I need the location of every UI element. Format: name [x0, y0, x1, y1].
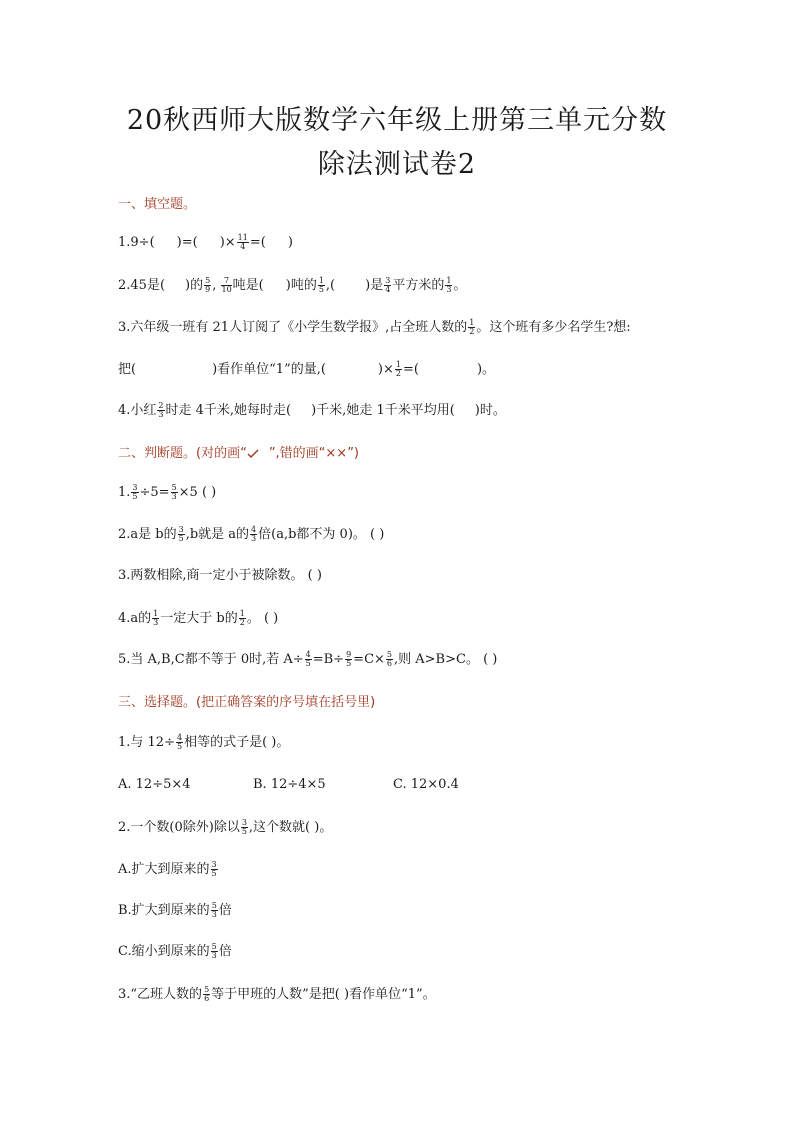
fraction: $\frac{7}{10}$ — [221, 276, 232, 294]
judge-question-2: 2.a是 b的 $\frac{3}{5}$ ,b就是 a的 $\frac{4}{3}$ 倍(a,b都不为 0)。 ( ) — [118, 525, 385, 543]
checkmark-icon — [247, 449, 259, 459]
fraction: $\frac{2}{3}$ — [158, 401, 164, 419]
page-title-line1: 20秋西师大版数学六年级上册第三单元分数 — [126, 105, 668, 136]
fraction: $\frac{11}{4}$ — [237, 233, 248, 251]
fill-question-4: 4.小红 $\frac{2}{3}$ 时走 4千米,她每时走( )千米,她走 1千米平均用( )时。 — [118, 401, 506, 419]
fill-question-2: 2.45是( )的 $\frac{5}{9}$ , $\frac{7}{10}$ 吨是( )吨的 $\frac{1}{5}$ ,( )是 $\frac{3}{4}$ 平方米的 $\frac{1}{3}$ 。 — [118, 276, 467, 294]
fraction: $\frac{1}{3}$ — [153, 609, 159, 627]
fraction: $\frac{1}{2}$ — [395, 360, 401, 378]
choice-2-option-a: A.扩大到原来的 $\frac{3}{5}$ — [118, 860, 217, 878]
fraction: $\frac{5}{3}$ — [211, 942, 217, 960]
fill-question-3-think: 把( )看作单位“1”的量,( )× $\frac{1}{2}$ =( )。 — [118, 360, 496, 378]
judge-question-4: 4.a的 $\frac{1}{3}$ 一定大于 b的 $\frac{1}{2}$ 。 ( ) — [118, 609, 279, 627]
page-title-line2: 除法测试卷2 — [317, 149, 477, 180]
fraction: $\frac{1}{2}$ — [239, 609, 245, 627]
fraction: $\frac{5}{3}$ — [171, 483, 177, 501]
fraction: $\frac{5}{6}$ — [204, 985, 210, 1003]
section-heading-true-false: 二、判断题。(对的画“ ”,错的画“××”) — [118, 446, 360, 461]
fraction: $\frac{4}{5}$ — [305, 650, 311, 668]
choice-2-option-b: B.扩大到原来的 $\frac{5}{3}$ 倍 — [118, 901, 232, 919]
fill-question-1: 1.9÷( )=( )× $\frac{11}{4}$ =( ) — [118, 233, 293, 251]
fraction: $\frac{3}{5}$ — [178, 525, 184, 543]
choice-1-option-b: B. 12÷4×5 — [253, 777, 326, 792]
choice-question-2: 2.一个数(0除外)除以 $\frac{3}{5}$ ,这个数就( )。 — [118, 818, 333, 836]
section-heading-multiple-choice: 三、选择题。(把正确答案的序号填在括号里) — [118, 695, 376, 710]
fraction: $\frac{5}{3}$ — [211, 901, 217, 919]
fraction: $\frac{9}{5}$ — [346, 650, 352, 668]
choice-2-option-c: C.缩小到原来的 $\frac{5}{3}$ 倍 — [118, 942, 232, 960]
fill-question-3: 3.六年级一班有 21人订阅了《小学生数学报》,占全班人数的 $\frac{1}{2}$ 。这个班有多少名学生?想: — [118, 318, 631, 336]
fraction: $\frac{1}{3}$ — [446, 276, 452, 294]
fraction: $\frac{5}{6}$ — [386, 650, 392, 668]
judge-question-5: 5.当 A,B,C都不等于 0时,若 A÷ $\frac{4}{5}$ =B÷ $\frac{9}{5}$ =C× $\frac{5}{6}$ ,则 A>B>C。 ( ) — [118, 650, 498, 668]
fraction: $\frac{3}{5}$ — [211, 860, 217, 878]
choice-question-1: 1.与 12÷ $\frac{4}{5}$ 相等的式子是( )。 — [118, 733, 290, 751]
judge-question-3: 3.两数相除,商一定小于被除数。 ( ) — [118, 568, 322, 583]
fraction: $\frac{3}{4}$ — [385, 276, 391, 294]
fraction: $\frac{3}{5}$ — [241, 818, 247, 836]
fraction: $\frac{4}{5}$ — [176, 733, 183, 751]
fraction: $\frac{4}{3}$ — [251, 525, 257, 543]
choice-1-option-c: C. 12×0.4 — [393, 777, 459, 792]
judge-question-1: 1. $\frac{3}{5}$ ÷5= $\frac{5}{3}$ ×5 ( ) — [118, 483, 217, 501]
fraction: $\frac{5}{9}$ — [205, 276, 211, 294]
choice-question-3: 3.“乙班人数的 $\frac{5}{6}$ 等于甲班的人数”是把( )看作单位“1”。 — [118, 985, 436, 1003]
fraction: $\frac{3}{5}$ — [132, 483, 138, 501]
fraction: $\frac{1}{2}$ — [469, 318, 475, 336]
fraction: $\frac{1}{5}$ — [318, 276, 324, 294]
section-heading-fill-blank: 一、填空题。 — [118, 197, 197, 212]
choice-1-option-a: A. 12÷5×4 — [118, 777, 191, 792]
